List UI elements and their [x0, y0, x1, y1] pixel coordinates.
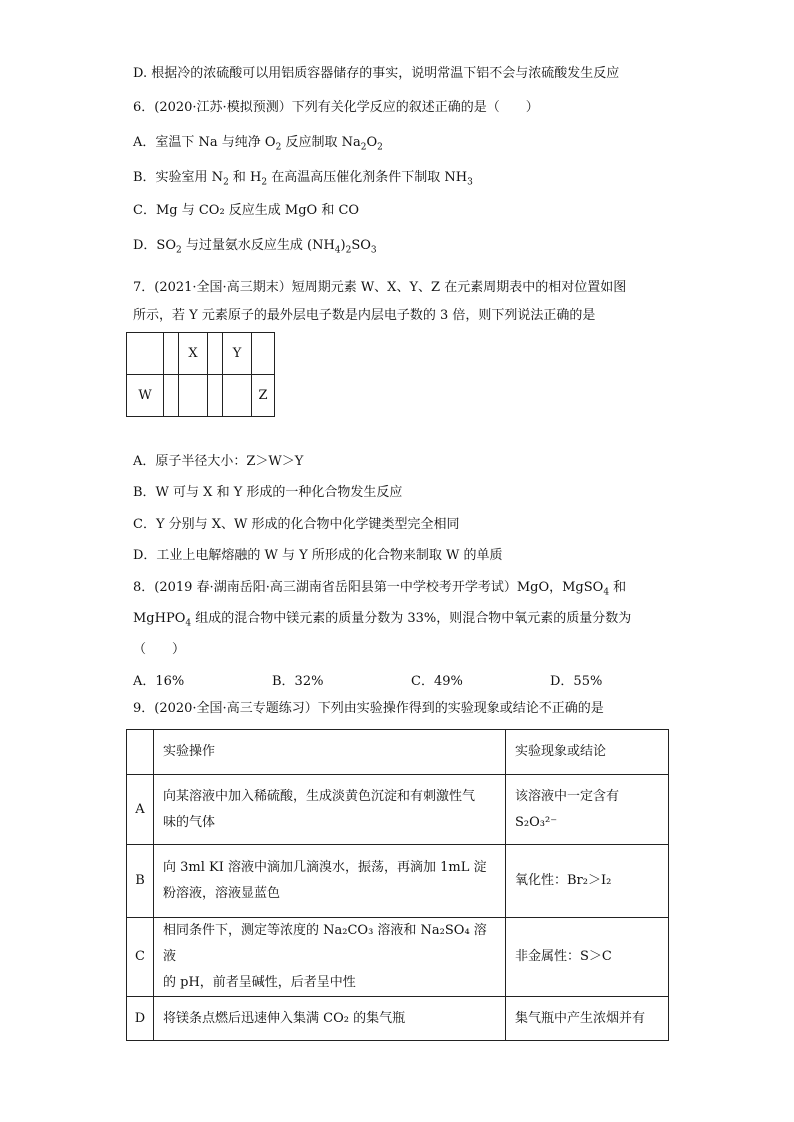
q6-option-b: B．实验室用 $N_2$ 和 $H_2$ 在高温高压催化剂条件下制取 $NH_3$	[133, 170, 473, 188]
row-operation: 相同条件下，测定等浓度的 Na₂CO₃ 溶液和 Na₂SO₄ 溶液 的 pH，前者呈碱性，后者呈中性	[154, 918, 506, 997]
header-blank	[127, 730, 154, 775]
q8-stem-line1: 8．(2019 春·湖南岳阳·高三湖南省岳阳县第一中学校考开学考试）MgO，MgSO$_4$ 和	[133, 580, 627, 598]
q7-option-c: C．Y 分别与 X、W 形成的化合物中化学键类型完全相同	[133, 517, 460, 532]
row-label: A	[127, 775, 154, 845]
table-row	[127, 918, 669, 997]
q5-option-d: D. 根据冷的浓硫酸可以用铝质容器储存的事实，说明常温下铝不会与浓硫酸发生反应	[133, 66, 620, 81]
q6-option-d: D．$SO_2$ 与过量氨水反应生成 $(NH_4)_2SO_3$	[133, 238, 377, 256]
grid-cell	[223, 375, 252, 417]
grid-cell-z: Z	[252, 375, 275, 417]
row-label: C	[127, 918, 154, 997]
q8-answer-paren: （ ）	[133, 642, 186, 657]
table-row	[127, 775, 669, 845]
row-operation: 将镁条点燃后迅速伸入集满 CO₂ 的集气瓶	[154, 997, 506, 1041]
table-row	[127, 997, 669, 1041]
q8-stem-line2: MgHPO$_4$ 组成的混合物中镁元素的质量分数为 33%，则混合物中氧元素的质量分数为	[133, 611, 632, 629]
row-operation: 向 3ml KI 溶液中滴加几滴溴水，振荡，再滴加 1mL 淀 粉溶液，溶液显蓝色	[154, 845, 506, 918]
row-operation: 向某溶液中加入稀硫酸，生成淡黄色沉淀和有刺激性气 味的气体	[154, 775, 506, 845]
grid-cell-w: W	[127, 375, 164, 417]
q8-option-a: A．16%	[133, 674, 185, 689]
experiment-table	[126, 729, 669, 1041]
grid-cell	[164, 333, 179, 375]
grid-cell-y: Y	[223, 333, 252, 375]
row-label: B	[127, 845, 154, 918]
q8-option-c: C．49%	[411, 674, 463, 689]
q7-stem-line1: 7．(2021·全国·高三期末）短周期元素 W、X、Y、Z 在元素周期表中的相对位置如图	[133, 280, 627, 295]
row-label: D	[127, 997, 154, 1041]
grid-cell	[179, 375, 208, 417]
grid-cell	[127, 333, 164, 375]
grid-cell	[252, 333, 275, 375]
grid-cell	[208, 375, 223, 417]
table-header-row	[127, 730, 669, 775]
row-result: 氧化性：Br₂＞I₂	[506, 845, 669, 918]
grid-cell	[208, 333, 223, 375]
grid-cell-x: X	[179, 333, 208, 375]
row-result: 集气瓶中产生浓烟并有	[506, 997, 669, 1041]
q6-stem: 6．(2020·江苏·模拟预测）下列有关化学反应的叙述正确的是（ ）	[133, 100, 539, 115]
q7-option-a: A．原子半径大小：Z＞W＞Y	[133, 454, 304, 469]
q8-option-b: B．32%	[272, 674, 324, 689]
q8-options	[133, 672, 653, 692]
q6-option-c: C．Mg 与 CO₂ 反应生成 MgO 和 CO	[133, 203, 360, 218]
q7-option-d: D．工业上电解熔融的 W 与 Y 所形成的化合物来制取 W 的单质	[133, 548, 503, 563]
header-operation: 实验操作	[154, 730, 506, 775]
q8-option-d: D．55%	[550, 674, 603, 689]
row-result: 该溶液中一定含有 S₂O₃²⁻	[506, 775, 669, 845]
header-result: 实验现象或结论	[506, 730, 669, 775]
q6-option-a: A．室温下 Na 与纯净 $O_2$ 反应制取 $Na_2O_2$	[133, 135, 383, 153]
grid-cell	[164, 375, 179, 417]
periodic-table-fragment	[126, 332, 275, 417]
q7-stem-line2: 所示，若 Y 元素原子的最外层电子数是内层电子数的 3 倍，则下列说法正确的是	[133, 308, 596, 323]
row-result: 非金属性：S＞C	[506, 918, 669, 997]
q9-stem: 9．(2020·全国·高三专题练习）下列由实验操作得到的实验现象或结论不正确的是	[133, 701, 604, 716]
q7-option-b: B．W 可与 X 和 Y 形成的一种化合物发生反应	[133, 485, 403, 500]
table-row	[127, 845, 669, 918]
